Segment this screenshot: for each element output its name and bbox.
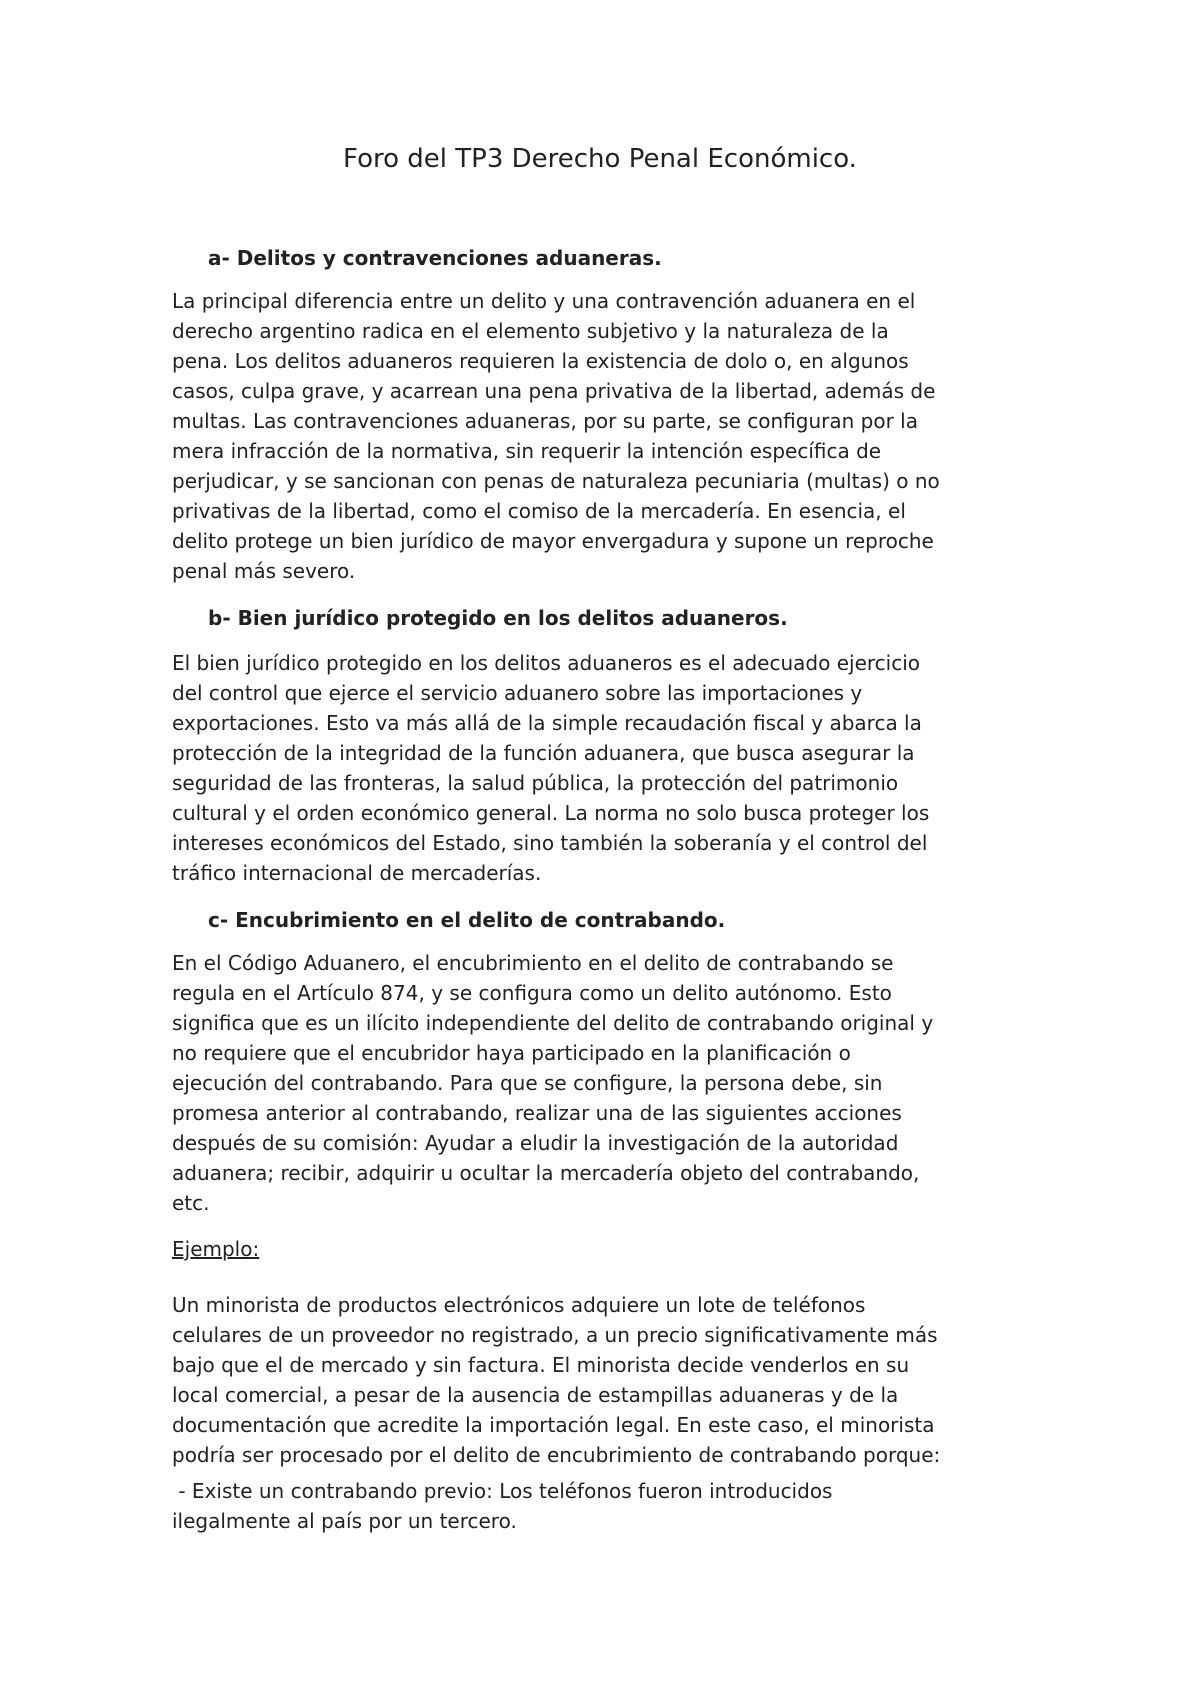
section-a-paragraph <box>172 286 1052 586</box>
paragraph-line: penal más severo. <box>172 559 356 583</box>
paragraph-line: El bien jurídico protegido en los delitos aduaneros es el adecuado ejercicio <box>172 651 920 675</box>
section-a-heading: a- Delitos y contravenciones aduaneras. <box>208 246 662 270</box>
paragraph-line: pena. Los delitos aduaneros requieren la existencia de dolo o, en algunos <box>172 349 909 373</box>
paragraph-line: seguridad de las fronteras, la salud pública, la protección del patrimonio <box>172 771 899 795</box>
page-title: Foro del TP3 Derecho Penal Económico. <box>343 144 857 174</box>
paragraph-line: tráfico internacional de mercaderías. <box>172 861 542 885</box>
paragraph-line: casos, culpa grave, y acarrean una pena privativa de la libertad, además de <box>172 379 936 403</box>
paragraph-line: del control que ejerce el servicio aduanero sobre las importaciones y <box>172 681 863 705</box>
example-bullet <box>172 1476 1052 1536</box>
paragraph-line: podría ser procesado por el delito de encubrimiento de contrabando porque: <box>172 1443 941 1467</box>
paragraph-line: bajo que el de mercado y sin factura. El minorista decide venderlos en su <box>172 1353 910 1377</box>
bullet-line: ilegalmente al país por un tercero. <box>172 1509 517 1533</box>
paragraph-line: protección de la integridad de la función aduanera, que busca asegurar la <box>172 741 915 765</box>
paragraph-line: delito protege un bien jurídico de mayor envergadura y supone un reproche <box>172 529 934 553</box>
paragraph-line: privativas de la libertad, como el comiso de la mercadería. En esencia, el <box>172 499 906 523</box>
paragraph-line: perjudicar, y se sancionan con penas de naturaleza pecuniaria (multas) o no <box>172 469 940 493</box>
paragraph-line: celulares de un proveedor no registrado, a un precio significativamente más <box>172 1323 938 1347</box>
paragraph-line: mera infracción de la normativa, sin requerir la intención específica de <box>172 439 882 463</box>
paragraph-line: exportaciones. Esto va más allá de la simple recaudación fiscal y abarca la <box>172 711 922 735</box>
section-b-paragraph <box>172 648 1052 888</box>
paragraph-line: regula en el Artículo 874, y se configura como un delito autónomo. Esto <box>172 981 892 1005</box>
example-label-block <box>172 1234 1052 1264</box>
section-c-heading: c- Encubrimiento en el delito de contrabando. <box>208 908 726 932</box>
paragraph-line: etc. <box>172 1191 210 1215</box>
paragraph-line: promesa anterior al contrabando, realizar una de las siguientes acciones <box>172 1101 902 1125</box>
section-c-paragraph <box>172 948 1052 1218</box>
paragraph-line: multas. Las contravenciones aduaneras, por su parte, se configuran por la <box>172 409 918 433</box>
paragraph-line: En el Código Aduanero, el encubrimiento en el delito de contrabando se <box>172 951 894 975</box>
paragraph-line: Un minorista de productos electrónicos adquiere un lote de teléfonos <box>172 1293 866 1317</box>
paragraph-line: intereses económicos del Estado, sino también la soberanía y el control del <box>172 831 928 855</box>
example-label: Ejemplo: <box>172 1237 260 1261</box>
example-paragraph <box>172 1290 1052 1470</box>
paragraph-line: ejecución del contrabando. Para que se configure, la persona debe, sin <box>172 1071 883 1095</box>
paragraph-line: aduanera; recibir, adquirir u ocultar la mercadería objeto del contrabando, <box>172 1161 920 1185</box>
paragraph-line: local comercial, a pesar de la ausencia de estampillas aduaneras y de la <box>172 1383 899 1407</box>
paragraph-line: no requiere que el encubridor haya participado en la planificación o <box>172 1041 851 1065</box>
paragraph-line: después de su comisión: Ayudar a eludir la investigación de la autoridad <box>172 1131 899 1155</box>
paragraph-line: significa que es un ilícito independiente del delito de contrabando original y <box>172 1011 934 1035</box>
paragraph-line: derecho argentino radica en el elemento subjetivo y la naturaleza de la <box>172 319 889 343</box>
paragraph-line: cultural y el orden económico general. La norma no solo busca proteger los <box>172 801 930 825</box>
bullet-line: - Existe un contrabando previo: Los teléfonos fueron introducidos <box>172 1479 833 1503</box>
paragraph-line: La principal diferencia entre un delito y una contravención aduanera en el <box>172 289 916 313</box>
paragraph-line: documentación que acredite la importación legal. En este caso, el minorista <box>172 1413 935 1437</box>
section-b-heading: b- Bien jurídico protegido en los delitos aduaneros. <box>208 606 788 630</box>
